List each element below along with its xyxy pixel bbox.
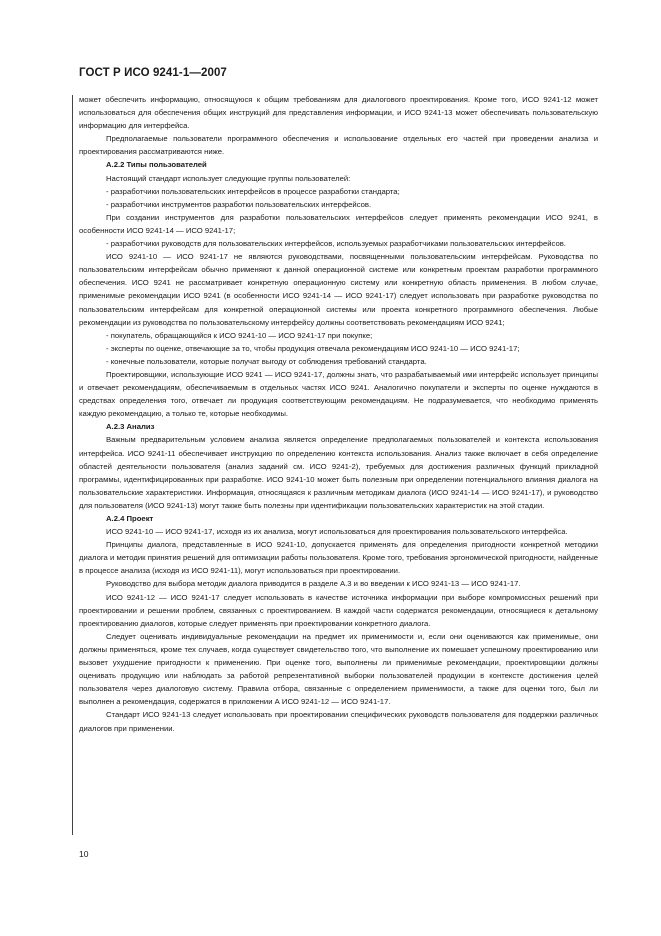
- paragraph: Важным предварительным условием анализа является определение предполагаемых пользователей и контекста использования интерфейса. ИСО 9241-11 обеспечивает инструкцию по определению контекста использования. Анализ также включает в себя определение областей деятельности пользователя (анализ заданий см. ИСО 9241-2), требуемых для достижения различных функций прикладной программы, идентифицированных при разработке. ИСО 9241-10 может быть полезным при определении потенциального влияния диалога на пользовательские характеристики. Информация, относящаяся к различным методикам диалога (ИСО 9241-14 — ИСО 9241-17), и руководство для пользователя (ИСО 9241-13) могут также быть полезны при идентификации пользовательских характеристик на этой стадии.: [79, 435, 598, 510]
- paragraph: Следует оценивать индивидуальные рекомендации на предмет их применимости и, если они оцениваются как применимые, они должны применяться, кроме тех случаев, когда существует свидетельство того, что выполнение их помешает успешному проектированию или вызовет ухудшение пригодности к применению. При оценке того, выполнены ли применимые рекомендации, проектировщики должны оценивать продукцию или наблюдать за работой репрезентативной выборки пользователей продукции в контексте достижения целей пользователя через диалоговую систему. Правила отбора, связанные с определением применимости, а также для оценки того, был ли выполнен а рекомендация, содержатся в приложении А ИСО 9241-12 — ИСО 9241-17.: [79, 631, 598, 707]
- section-heading: А.2.4 Проект: [106, 514, 154, 523]
- document-header: ГОСТ Р ИСО 9241-1—2007: [79, 67, 227, 79]
- paragraph: Принципы диалога, представленные в ИСО 9241-10, допускается применять для определения пригодности конкретной методики диалога и методик принятия решений для оптимизации работы пользователя. Кроме того, требования эргономической пригодности, найденные в процессе анализа (исходя из ИСО 9241-11), могут использоваться при проектировании.: [79, 540, 598, 576]
- paragraph: Стандарт ИСО 9241-13 следует использовать при проектировании специфических руководств пользователя для поддержки различных диалогов при применении.: [79, 710, 598, 733]
- paragraph: При создании инструментов для разработки пользовательских интерфейсов следует применять рекомендации ИСО 9241, в особенности ИСО 9241-14 — ИСО 9241-17;: [79, 212, 598, 235]
- paragraph: Предполагаемые пользователи программного обеспечения и использование отдельных его частей при проведении анализа и проектирования рассматриваются ниже.: [79, 134, 598, 157]
- paragraph: ИСО 9241-12 — ИСО 9241-17 следует использовать в качестве источника информации при выборе компромиссных решений при проектировании и решении проблем, связанных с проектированием. В каждой части содержатся рекомендации, относящиеся к детальному проектированию диалогов, которые следует применять при проектировании конкретного диалога.: [79, 592, 598, 628]
- list-item: - конечные пользователи, которые получат выгоду от соблюдения требований стандарта.: [106, 356, 427, 366]
- change-bar: [72, 95, 73, 835]
- section-heading: А.2.2 Типы пользователей: [106, 160, 207, 170]
- paragraph: может обеспечить информацию, относящуюся к общим требованиям для диалогового проектирования. Кроме того, ИСО 9241-12 может использоваться для обеспечения общих инструкций для представления информации, и ИСО 9241-13 может обеспечивать пользовательскую информацию для интерфейса.: [79, 95, 598, 131]
- paragraph: Проектировщики, использующие ИСО 9241 — ИСО 9241-17, должны знать, что разрабатываемый ими интерфейс использует принципы и отвечает рекомендациям, обеспечиваемым в отдельных частях ИСО 9241. Аналогично покупатели и эксперты по оценке нуждаются в средствах определения того, отвечает ли продукция соответствующим рекомендациям. Не подразумевается, что необходимо применять каждую рекомендацию, а только те, которые необходимы.: [79, 369, 598, 419]
- list-item: - эксперты по оценке, отвечающие за то, чтобы продукция отвечала рекомендациям ИСО 9241-10 — ИСО 9241-17;: [106, 343, 520, 353]
- list-item: - разработчики руководств для пользовательских интерфейсов, используемых разработчиками пользовательских интерфейсов.: [106, 239, 566, 249]
- paragraph: ИСО 9241-10 — ИСО 9241-17, исходя из их анализа, могут использоваться для проектирования пользовательского интерфейса.: [106, 527, 568, 537]
- paragraph: ИСО 9241-10 — ИСО 9241-17 не являются руководствами, посвященными пользовательским интерфейсам. Руководства по пользовательским интерфейсам обычно применяют к данной операционной системе или конкретным проектам разработки программного обеспечения. ИСО 9241 не рассматривает конкретную операционную систему или конкретную область применения. В любом случае, применимые рекомендации ИСО 9241 (в особенности ИСО 9241-14 — ИСО 9241-17) следует использовать при разработке руководства по пользовательским интерфейсам для конкретной операционной системы или проекта конкретного программного обеспечения. Любые рекомендации из руководства по пользовательскому интерфейсу должны соответствовать рекомендациям ИСО 9241;: [79, 252, 598, 327]
- page-number: 10: [79, 849, 89, 859]
- paragraph: Руководство для выбора методик диалога приводится в разделе А.3 и во введении к ИСО 9241-13 — ИСО 9241-17.: [106, 579, 521, 589]
- paragraph: Настоящий стандарт использует следующие группы пользователей:: [106, 173, 351, 183]
- list-item: - покупатель, обращающийся к ИСО 9241-10 — ИСО 9241-17 при покупке;: [106, 330, 373, 340]
- document-body: [79, 93, 598, 735]
- section-heading: А.2.3 Анализ: [106, 422, 155, 432]
- list-item: - разработчики пользовательских интерфейсов в процессе разработки стандарта;: [106, 186, 400, 196]
- list-item: - разработчики инструментов разработки пользовательских интерфейсов.: [106, 199, 372, 209]
